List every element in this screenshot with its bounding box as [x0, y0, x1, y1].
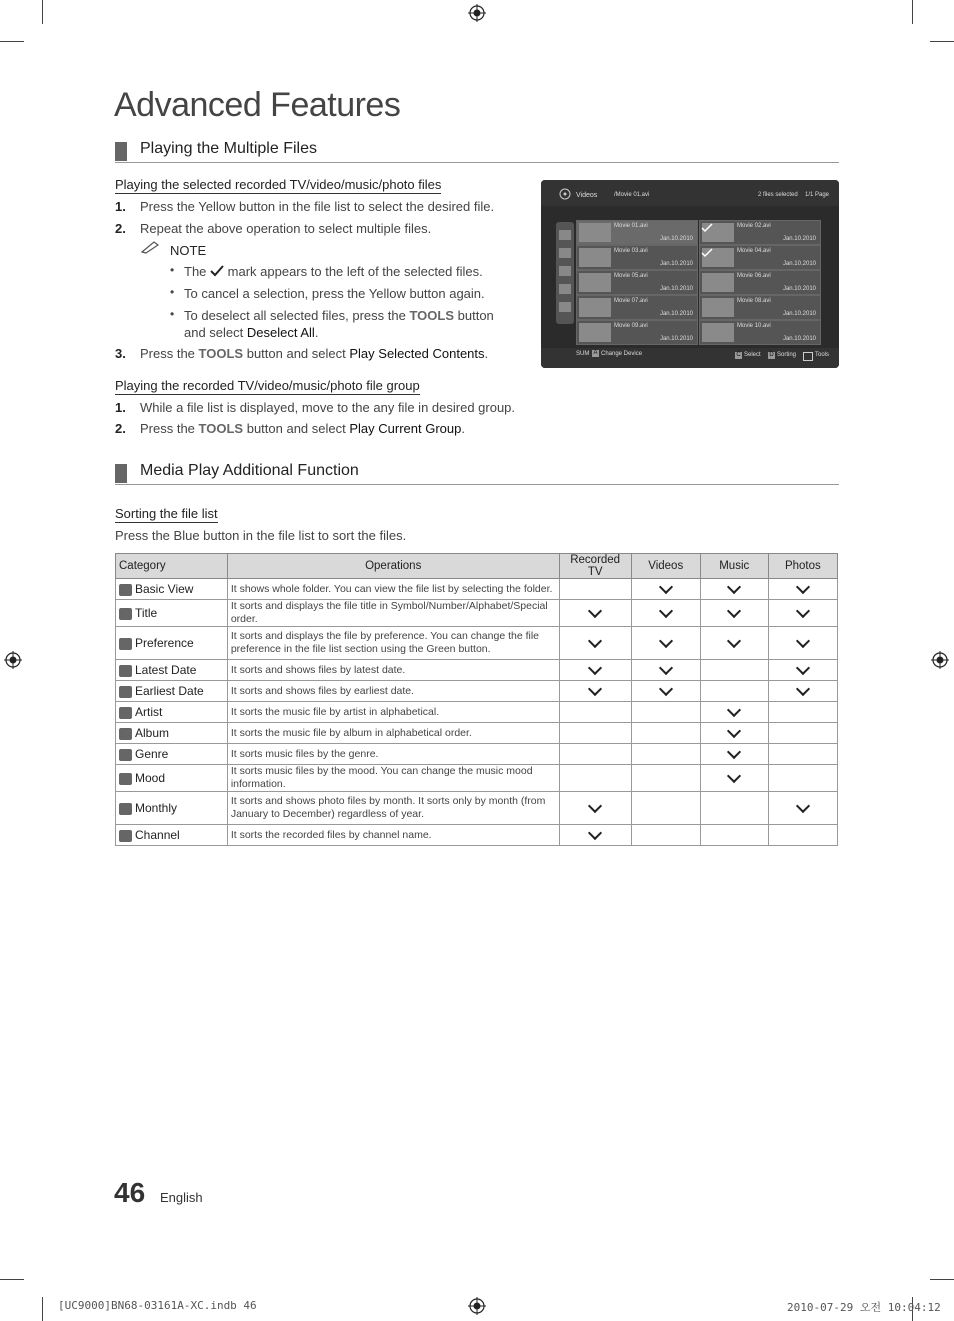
column-header: Category [116, 554, 228, 579]
note-item: To cancel a selection, press the Yellow button again. [184, 286, 485, 301]
video-thumbnail [579, 248, 611, 267]
page-language: English [160, 1190, 203, 1205]
note-item: The mark appears to the left of the selected files. [184, 264, 483, 279]
category-icon [119, 584, 132, 596]
support-cell [559, 792, 631, 825]
section-bar [115, 464, 127, 483]
table-row [116, 627, 838, 660]
category-label: Earliest Date [135, 684, 204, 698]
support-cell [631, 765, 700, 792]
operations-cell: It shows whole folder. You can view the file list by selecting the folder. [227, 579, 559, 600]
support-cell [631, 579, 700, 600]
tv-screenshot [541, 180, 839, 368]
tools-label: Tools [815, 352, 830, 358]
support-cell [631, 681, 700, 702]
bullet-icon: • [170, 307, 175, 321]
check-chevron-icon [588, 682, 602, 696]
category-icon [119, 749, 132, 761]
check-chevron-icon [796, 799, 810, 813]
table-row [116, 792, 838, 825]
support-cell [700, 627, 768, 660]
video-thumbnail [702, 273, 734, 292]
file-tile[interactable]: Movie 08.avi Jan.10.2010 [699, 295, 821, 320]
support-cell [700, 792, 768, 825]
video-thumbnail [579, 323, 611, 342]
operations-cell: It sorts the music file by artist in alphabetical. [227, 702, 559, 723]
crop-mark [42, 0, 43, 24]
support-cell [700, 681, 768, 702]
category-icon [119, 707, 132, 719]
note-item: To deselect all selected files, press the TOOLS button [184, 308, 494, 323]
page-number: 46 [114, 1177, 146, 1208]
registration-mark-icon [468, 1297, 486, 1315]
file-tile[interactable]: Movie 10.avi Jan.10.2010 [699, 320, 821, 345]
video-thumbnail [579, 298, 611, 317]
category-label: Basic View [135, 582, 194, 596]
support-cell [631, 792, 700, 825]
category-cell [116, 600, 228, 627]
video-thumbnail [579, 273, 611, 292]
step-number: 1. [115, 199, 126, 214]
category-icon [119, 638, 132, 650]
category-cell [116, 765, 228, 792]
step-text: Press the Yellow button in the file list to select the desired file. [140, 199, 495, 214]
support-cell [631, 744, 700, 765]
print-slug-left: [UC9000]BN68-03161A-XC.indb 46 [58, 1299, 257, 1312]
support-cell [768, 579, 837, 600]
d-button-icon: D [769, 352, 774, 358]
support-cell [768, 744, 837, 765]
support-cell [631, 627, 700, 660]
selected-check-icon [701, 248, 713, 258]
category-label: Mood [135, 771, 166, 785]
support-cell [559, 660, 631, 681]
check-chevron-icon [659, 661, 673, 675]
registration-mark-icon [468, 4, 486, 22]
support-cell [559, 825, 631, 846]
category-icon [119, 665, 132, 677]
support-cell [768, 792, 837, 825]
category-cell [116, 792, 228, 825]
check-chevron-icon [659, 604, 673, 618]
section-bar [115, 142, 127, 161]
check-chevron-icon [727, 604, 741, 618]
sum-label: SUM [576, 351, 590, 357]
category-icon [119, 686, 132, 698]
support-cell [559, 765, 631, 792]
step-text: Press the TOOLS button and select Play Selected Contents. [140, 346, 489, 361]
video-thumbnail [702, 323, 734, 342]
category-label: Title [135, 606, 158, 620]
subheading-file-group: Playing the recorded TV/video/music/photo file group [115, 378, 420, 393]
support-cell [631, 702, 700, 723]
table-row [116, 825, 838, 846]
sorting-table [115, 553, 838, 846]
support-cell [631, 825, 700, 846]
support-cell [559, 681, 631, 702]
check-chevron-icon [727, 703, 741, 717]
crop-mark [42, 1297, 43, 1321]
sidebar-item-icon [559, 284, 571, 294]
table-row [116, 702, 838, 723]
support-cell [768, 660, 837, 681]
support-cell [768, 600, 837, 627]
section-heading-multiple-files [115, 140, 839, 163]
support-cell [768, 723, 837, 744]
support-cell [700, 825, 768, 846]
check-chevron-icon [659, 634, 673, 648]
registration-mark-icon [931, 651, 949, 669]
selected-check-icon [701, 223, 713, 233]
registration-mark-icon [4, 651, 22, 669]
support-cell [700, 579, 768, 600]
category-cell [116, 825, 228, 846]
support-cell [700, 765, 768, 792]
operations-cell: It sorts the recorded files by channel name. [227, 825, 559, 846]
screenshot-path: /Movie 01.avi [614, 192, 650, 198]
file-tile[interactable]: Movie 09.avi Jan.10.2010 [576, 320, 698, 345]
sorting-intro: Press the Blue button in the file list to sort the files. [115, 528, 407, 543]
support-cell [700, 600, 768, 627]
operations-cell: It sorts and shows photo files by month. It sorts only by month (from January to December) regardless of year. [227, 792, 559, 825]
print-slug-right: 2010-07-29 오전 10:04:12 [787, 1301, 941, 1314]
column-header: Videos [631, 554, 700, 579]
sorting-label: Sorting [777, 352, 797, 358]
support-cell [768, 765, 837, 792]
video-thumbnail [702, 298, 734, 317]
note-label: NOTE [170, 243, 207, 258]
tools-icon [803, 352, 813, 361]
step-text: While a file list is displayed, move to the any file in desired group. [140, 400, 516, 415]
select-label: Select [744, 352, 761, 358]
operations-cell: It sorts music files by the genre. [227, 744, 559, 765]
step-number: 3. [115, 346, 126, 361]
check-chevron-icon [727, 769, 741, 783]
crop-mark [930, 1279, 954, 1280]
crop-mark [0, 1279, 24, 1280]
step-number: 2. [115, 221, 126, 236]
file-tile[interactable]: Movie 04.avi Jan.10.2010 [699, 245, 821, 270]
category-label: Genre [135, 747, 169, 761]
table-header-row [116, 554, 838, 579]
table-body [116, 579, 838, 846]
column-header: Photos [768, 554, 837, 579]
column-header: Operations [227, 554, 559, 579]
support-cell [700, 702, 768, 723]
category-icon [119, 608, 132, 620]
file-tile[interactable]: Movie 05.avi Jan.10.2010 [576, 270, 698, 295]
operations-cell: It sorts and displays the file title in Symbol/Number/Alphabet/Special order. [227, 600, 559, 627]
support-cell [559, 744, 631, 765]
support-cell [768, 681, 837, 702]
screenshot-page: 1/1 Page [805, 192, 830, 198]
sidebar-item-icon [559, 266, 571, 276]
support-cell [700, 723, 768, 744]
operations-cell: It sorts music files by the mood. You can change the music mood information. [227, 765, 559, 792]
table-row [116, 744, 838, 765]
sidebar-item-icon [559, 302, 571, 312]
a-button-icon: A [593, 350, 598, 356]
note-item-cont: and select Deselect All. [184, 325, 319, 340]
video-thumbnail [579, 223, 611, 242]
check-chevron-icon [588, 826, 602, 840]
check-chevron-icon [588, 604, 602, 618]
note-pencil-icon [140, 240, 162, 254]
step-text: Press the TOOLS button and select Play Current Group. [140, 421, 465, 436]
category-label: Channel [135, 828, 180, 842]
category-cell [116, 627, 228, 660]
category-icon [119, 728, 132, 740]
category-label: Preference [135, 636, 194, 650]
page-title: Advanced Features [114, 86, 401, 124]
check-chevron-icon [659, 682, 673, 696]
support-cell [559, 579, 631, 600]
screenshot-selected: 2 files selected [758, 192, 798, 198]
support-cell [631, 600, 700, 627]
category-label: Artist [135, 705, 163, 719]
operations-cell: It sorts the music file by album in alphabetical order. [227, 723, 559, 744]
support-cell [559, 627, 631, 660]
category-label: Latest Date [135, 663, 197, 677]
category-icon [119, 803, 132, 815]
screenshot-app-title: Videos [576, 192, 598, 199]
subheading-selected-files: Playing the selected recorded TV/video/music/photo files [115, 177, 442, 192]
check-chevron-icon [727, 745, 741, 759]
support-cell [700, 744, 768, 765]
crop-mark [0, 41, 24, 42]
sidebar-item-icon [559, 248, 571, 258]
operations-cell: It sorts and shows files by earliest date. [227, 681, 559, 702]
check-chevron-icon [727, 580, 741, 594]
check-chevron-icon [727, 724, 741, 738]
table-row [116, 765, 838, 792]
column-header: Music [700, 554, 768, 579]
category-label: Monthly [135, 801, 178, 815]
file-tile[interactable]: Movie 07.avi Jan.10.2010 [576, 295, 698, 320]
check-chevron-icon [796, 634, 810, 648]
support-cell [559, 723, 631, 744]
support-cell [631, 660, 700, 681]
section-title: Media Play Additional Function [140, 462, 359, 479]
crop-mark [930, 41, 954, 42]
change-device-label: Change Device [601, 351, 643, 357]
category-icon [119, 773, 132, 785]
support-cell [768, 825, 837, 846]
category-cell [116, 660, 228, 681]
category-cell [116, 681, 228, 702]
support-cell [768, 627, 837, 660]
step-number: 2. [115, 421, 126, 436]
support-cell [559, 600, 631, 627]
section-heading-media-play [115, 462, 839, 485]
table-row [116, 660, 838, 681]
file-grid [576, 220, 826, 345]
file-tile[interactable]: Movie 01.avi Jan.10.2010 [576, 220, 698, 245]
sidebar-item-icon [559, 230, 571, 240]
c-button-icon: C [736, 352, 741, 358]
step-number: 1. [115, 400, 126, 415]
film-icon [559, 188, 571, 200]
operations-cell: It sorts and displays the file by preference. You can change the file preference in the file list section using the Green button. [227, 627, 559, 660]
bullet-icon: • [170, 285, 175, 299]
operations-cell: It sorts and shows files by latest date. [227, 660, 559, 681]
file-tile[interactable]: Movie 02.avi Jan.10.2010 [699, 220, 821, 245]
category-label: Album [135, 726, 170, 740]
check-chevron-icon [588, 799, 602, 813]
column-header: Recorded TV [559, 554, 631, 579]
file-tile[interactable]: Movie 06.avi Jan.10.2010 [699, 270, 821, 295]
step-text: Repeat the above operation to select multiple files. [140, 221, 432, 236]
check-chevron-icon [727, 634, 741, 648]
check-chevron-icon [796, 604, 810, 618]
crop-mark [912, 0, 913, 24]
category-cell [116, 579, 228, 600]
category-cell [116, 744, 228, 765]
table-row [116, 681, 838, 702]
bullet-icon: • [170, 263, 175, 277]
file-tile[interactable]: Movie 03.avi Jan.10.2010 [576, 245, 698, 270]
table-row [116, 579, 838, 600]
support-cell [700, 660, 768, 681]
check-chevron-icon [588, 634, 602, 648]
category-icon [119, 830, 132, 842]
table-row [116, 600, 838, 627]
support-cell [559, 702, 631, 723]
support-cell [631, 723, 700, 744]
check-chevron-icon [796, 661, 810, 675]
checkmark-icon [210, 265, 224, 277]
check-chevron-icon [588, 661, 602, 675]
check-chevron-icon [796, 682, 810, 696]
table-row [116, 723, 838, 744]
subheading-sorting: Sorting the file list [115, 506, 218, 521]
section-title: Playing the Multiple Files [140, 140, 317, 157]
check-chevron-icon [659, 580, 673, 594]
check-chevron-icon [796, 580, 810, 594]
category-cell [116, 723, 228, 744]
category-cell [116, 702, 228, 723]
support-cell [768, 702, 837, 723]
